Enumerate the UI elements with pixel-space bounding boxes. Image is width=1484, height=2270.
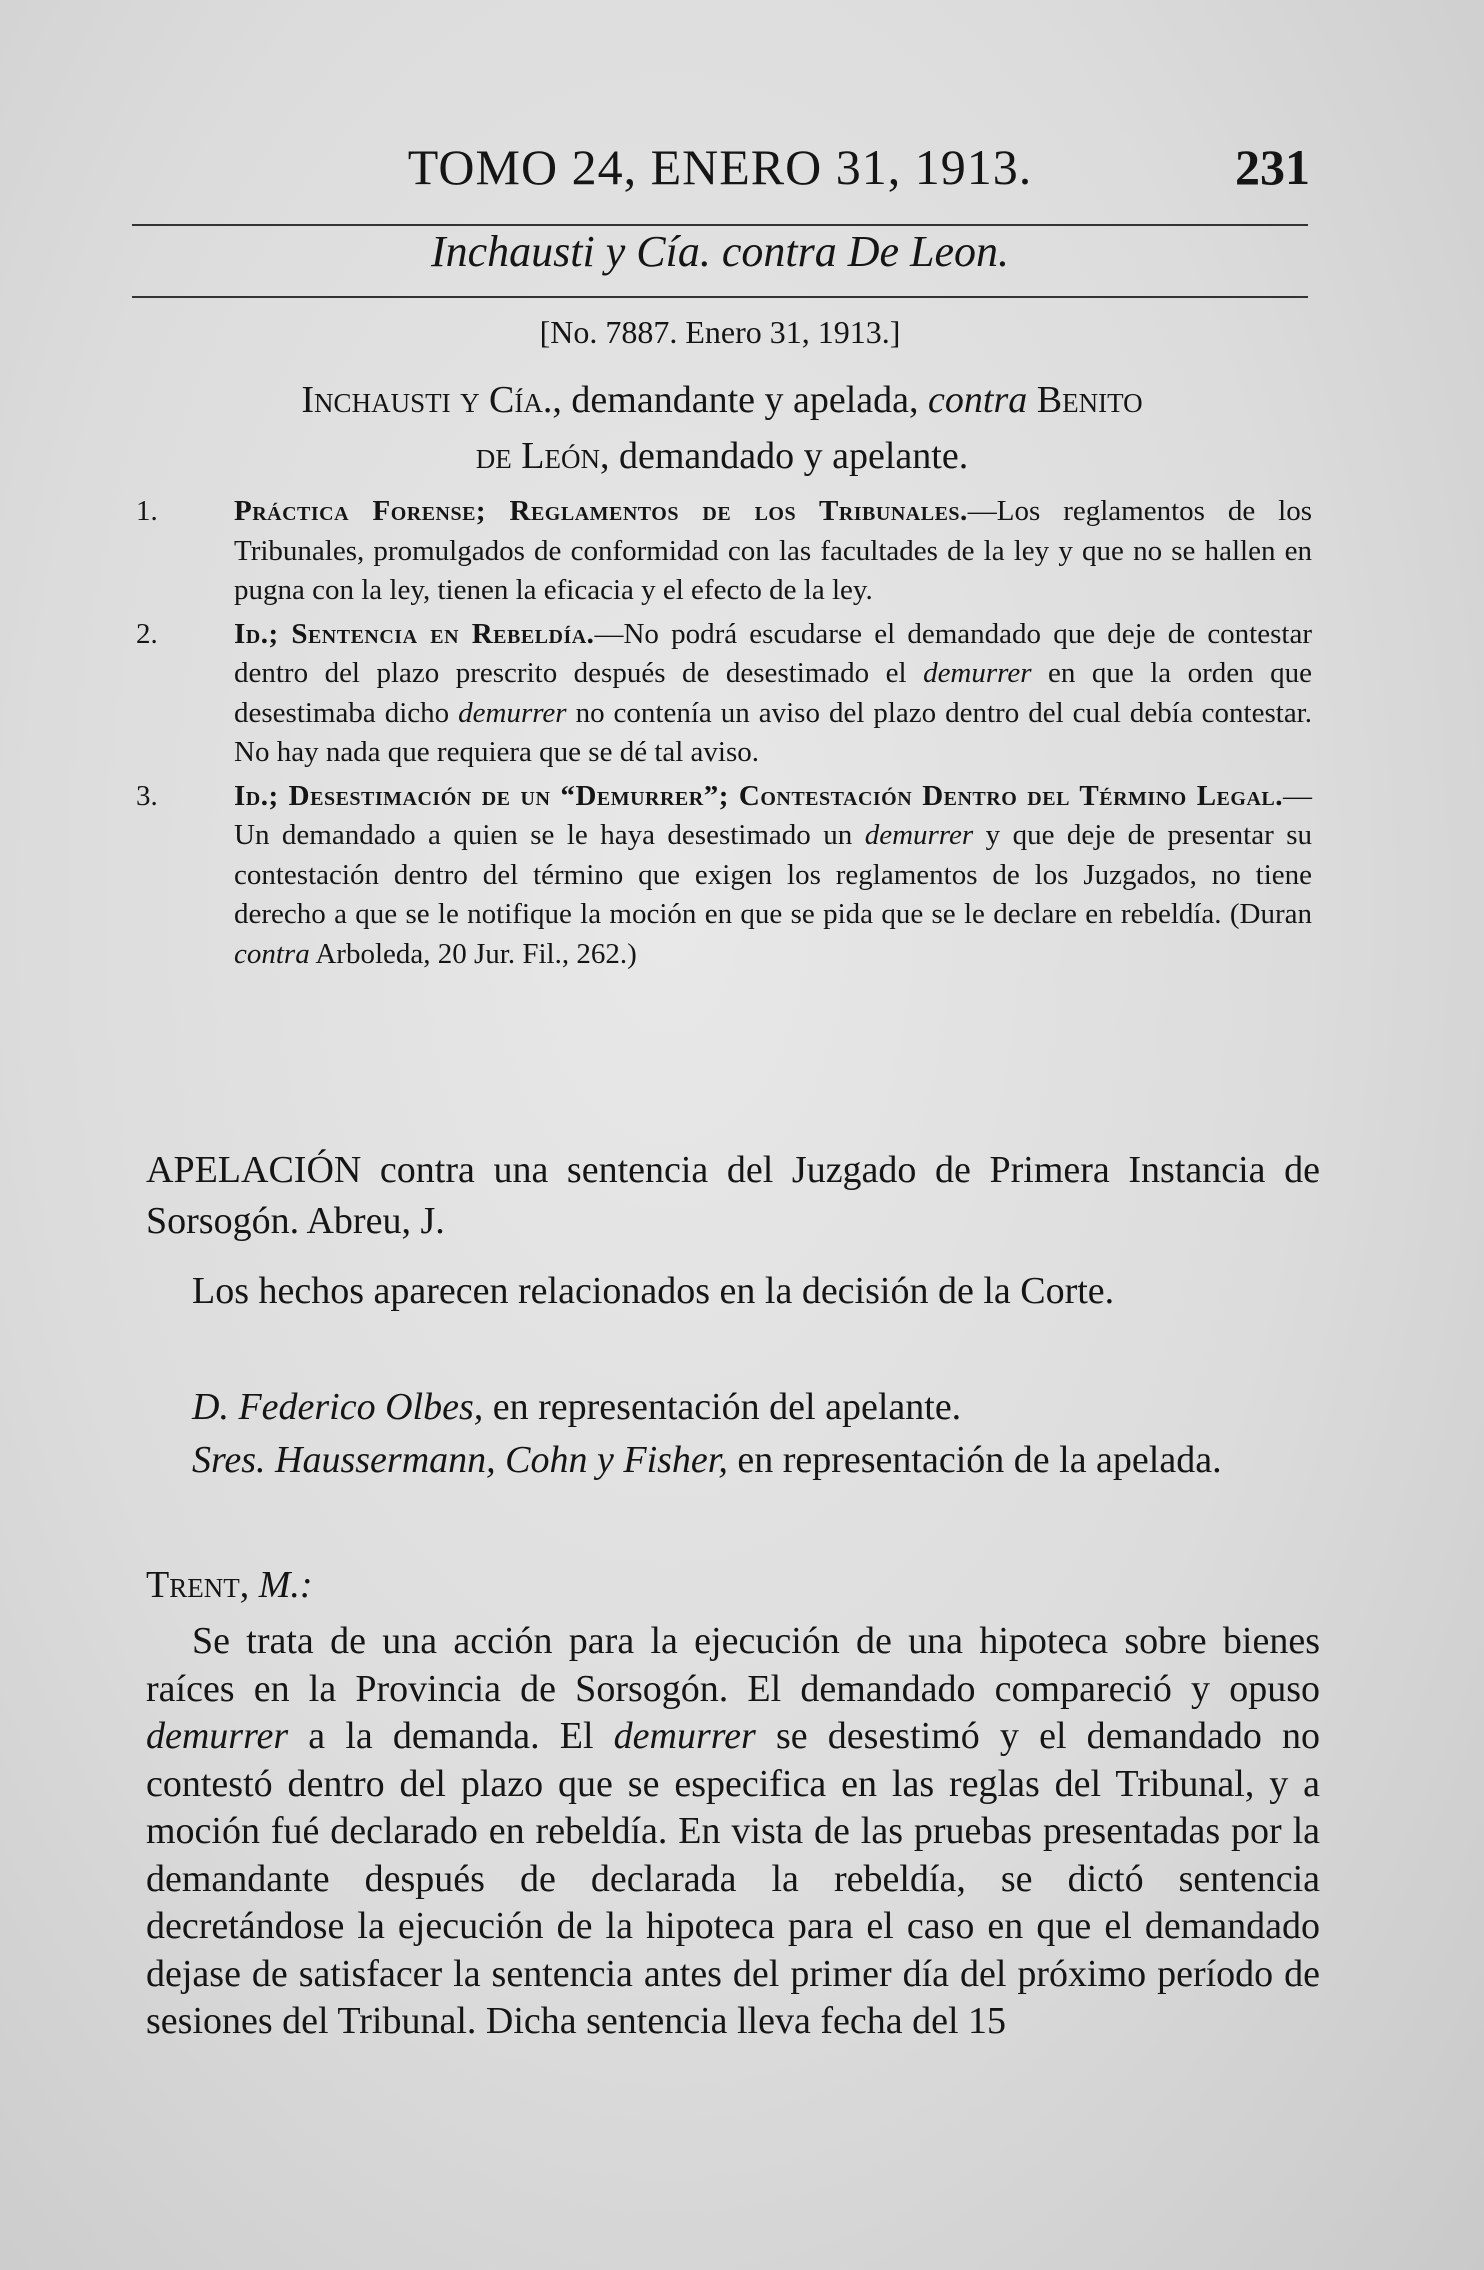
judge-name: Trent, bbox=[146, 1564, 250, 1606]
defendant-last-name: de León bbox=[475, 435, 600, 477]
syllabus-heading: Práctica Forense; Reglamentos de los Tribunales. bbox=[234, 495, 968, 527]
case-parties bbox=[132, 372, 1312, 484]
syllabus-italic: demurrer bbox=[923, 657, 1032, 689]
syllabus-text: —No podrá escudarse el demandado que deje de contestar dentro del plazo prescrito después de desestimado el bbox=[234, 617, 1312, 689]
syllabus-text: —Los reglamentos de los Tribunales, promulgados de conformidad con las facultades de la ley y que no se hallen en pugna con la ley, tienen la eficacia y el efecto de la ley. bbox=[234, 495, 1312, 606]
judge-title: M.: bbox=[249, 1564, 313, 1606]
case-running-title: Inchausti y Cía. contra De Leon. bbox=[430, 227, 1010, 276]
bottom-rule bbox=[132, 296, 1308, 298]
syllabus-number: 2. bbox=[136, 617, 158, 650]
syllabus-number: 1. bbox=[136, 495, 158, 527]
syllabus-item bbox=[132, 777, 1312, 975]
defendant-role: , demandado y apelante. bbox=[599, 435, 969, 477]
appeal-lead: APELACIÓN bbox=[146, 1149, 362, 1191]
opinion-text: a la demanda. El bbox=[288, 1715, 614, 1757]
syllabus-number: 3. bbox=[136, 779, 158, 812]
plaintiff-role: , demandante y apelada, bbox=[552, 379, 929, 421]
plaintiff-name: Inchausti y Cía. bbox=[301, 379, 553, 421]
syllabus-italic: demurrer bbox=[864, 819, 974, 851]
counsel-appellee bbox=[146, 1435, 1320, 1486]
counsel-name: D. Federico Olbes, bbox=[192, 1386, 484, 1428]
counsel-role: en representación del apelante. bbox=[483, 1386, 962, 1428]
docket-number: [No. 7887. Enero 31, 1913.] bbox=[539, 314, 901, 350]
syllabus-text: en que la orden que desestimaba dicho bbox=[234, 657, 1312, 729]
counsel-role: en representación de la apelada. bbox=[727, 1439, 1222, 1481]
opinion-italic: demurrer bbox=[146, 1715, 289, 1757]
syllabus-italic: demurrer bbox=[458, 696, 567, 729]
syllabus-text: no contenía un aviso del plazo dentro del cual debía contestar. No hay nada que requiera que se dé tal aviso. bbox=[234, 696, 1312, 768]
syllabus-item bbox=[132, 492, 1312, 611]
opinion-paragraph bbox=[146, 1618, 1320, 2046]
syllabus-item bbox=[132, 615, 1312, 773]
counsel-name: Sres. Haussermann, Cohn y Fisher, bbox=[192, 1439, 728, 1481]
opinion-italic: demurrer bbox=[613, 1715, 756, 1757]
syllabus bbox=[132, 492, 1312, 978]
contra-word: contra bbox=[928, 379, 1028, 421]
opinion-text: se desestimó y el demandado no contestó dentro del plazo que se especifica en las reglas del Tribunal, y a moción fué declarado en rebeldía. En vista de las pruebas presentadas por la demandante después de declarada la rebeldía, se dictó sentencia decretándose la ejecución de la hipoteca para el caso en que el demandado dejase de satisfacer la sentencia antes del primer día del próximo período de sesiones del Tribunal. Dicha sentencia lleva fecha del 15 bbox=[146, 1715, 1320, 2042]
syllabus-italic: contra bbox=[234, 937, 310, 970]
appeal-paragraph bbox=[146, 1145, 1320, 1247]
facts-paragraph: Los hechos aparecen relacionados en la decisión de la Corte. bbox=[192, 1270, 1115, 1312]
running-title: TOMO 24, ENERO 31, 1913. bbox=[407, 139, 1033, 195]
syllabus-text: y que deje de presentar su contestación dentro del término que exigen los reglamentos de los Juzgados, no tiene derecho a que se le notifique la moción en que se pida que se le declare en rebeldía. (Duran bbox=[234, 819, 1312, 930]
syllabus-heading: Id.; Sentencia en Rebeldía. bbox=[234, 617, 595, 650]
page-number: 231 bbox=[1235, 139, 1310, 195]
opinion-text: Se trata de una acción para la ejecución de una hipoteca sobre bienes raíces en la Provincia de Sorsogón. El demandado compareció y opuso bbox=[146, 1620, 1320, 1710]
syllabus-text: Arboleda, 20 Jur. Fil., 262.) bbox=[309, 937, 637, 970]
counsel-appellant bbox=[146, 1382, 1320, 1433]
running-head bbox=[130, 138, 1310, 208]
syllabus-text: —Un demandado a quien se le haya desestimado un bbox=[234, 779, 1312, 851]
syllabus-heading: Id.; Desestimación de un “Demurrer”; Contestación Dentro del Término Legal. bbox=[234, 779, 1283, 812]
judge-heading bbox=[146, 1560, 1320, 1611]
defendant-first-name: Benito bbox=[1036, 379, 1143, 421]
appeal-text: contra una sentencia del Juzgado de Primera Instancia de Sorsogón. Abreu, J. bbox=[146, 1149, 1320, 1242]
